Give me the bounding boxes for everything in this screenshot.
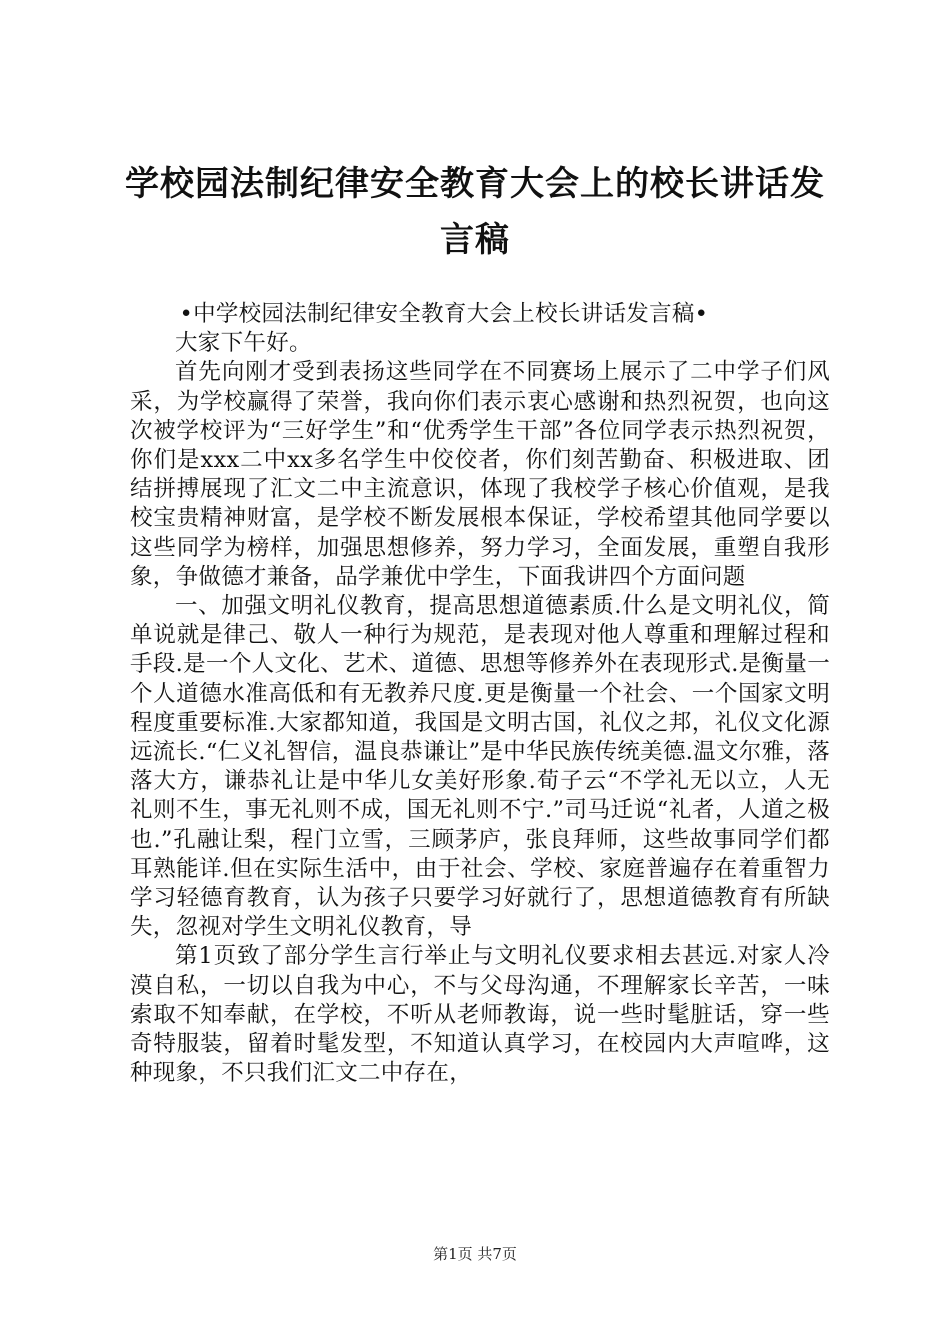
- page-footer: 第1页 共7页: [433, 1245, 517, 1263]
- document-subtitle: •中学校园法制纪律安全教育大会上校长讲话发言稿•: [179, 301, 709, 327]
- document-body: [130, 300, 830, 1088]
- body-paragraph: 第1页致了部分学生言行举止与文明礼仪要求相去甚远.对家人冷漠自私，一切以自我为中心，不与父母沟通，不理解家长辛苦，一味索取不知奉献，在学校，不听从老师教诲，说一些时髦脏话，穿一些奇特服装，留着时髦发型，不知道认真学习，在校园内大声喧哗，这种现象，不只我们汇文二中存在，: [130, 943, 830, 1087]
- document-title: 学校园法制纪律安全教育大会上的校长讲话发言稿: [125, 164, 825, 260]
- greeting-paragraph: 大家下午好。: [175, 330, 312, 357]
- body-paragraph: 首先向刚才受到表扬这些同学在不同赛场上展示了二中学子们风采，为学校赢得了荣誉，我向你们表示衷心感谢和热烈祝贺，也向这次被学校评为“三好学生”和“优秀学生干部”各位同学表示热烈祝贺，你们是xxx二中xx多名学生中佼佼者，你们刻苦勤奋、积极进取、团结拼搏展现了汇文二中主流意识，体现了我校学子核心价值观，是我校宝贵精神财富，是学校不断发展根本保证，学校希望其他同学要以这些同学为榜样，加强思想修养，努力学习，全面发展，重塑自我形象，争做德才兼备，品学兼优中学生，下面我讲四个方面问题: [130, 359, 830, 590]
- body-paragraph: 一、加强文明礼仪教育，提高思想道德素质.什么是文明礼仪，简单说就是律己、敬人一种行为规范，是表现对他人尊重和理解过程和手段.是一个人文化、艺术、道德、思想等修养外在表现形式.是衡量一个人道德水准高低和有无教养尺度.更是衡量一个社会、一个国家文明程度重要标准.大家都知道，我国是文明古国，礼仪之邦，礼仪文化源远流长.“仁义礼智信，温良恭谦让”是中华民族传统美德.温文尔雅，落落大方，谦恭礼让是中华儿女美好形象.荀子云“不学礼无以立，人无礼则不生，事无礼则不成，国无礼则不宁.”司马迁说“礼者，人道之极也.”孔融让梨，程门立雪，三顾茅庐，张良拜师，这些故事同学们都耳熟能详.但在实际生活中，由于社会、学校、家庭普遍存在着重智力学习轻德育教育，认为孩子只要学习好就行了，思想道德教育有所缺失，忽视对学生文明礼仪教育，导: [130, 593, 830, 941]
